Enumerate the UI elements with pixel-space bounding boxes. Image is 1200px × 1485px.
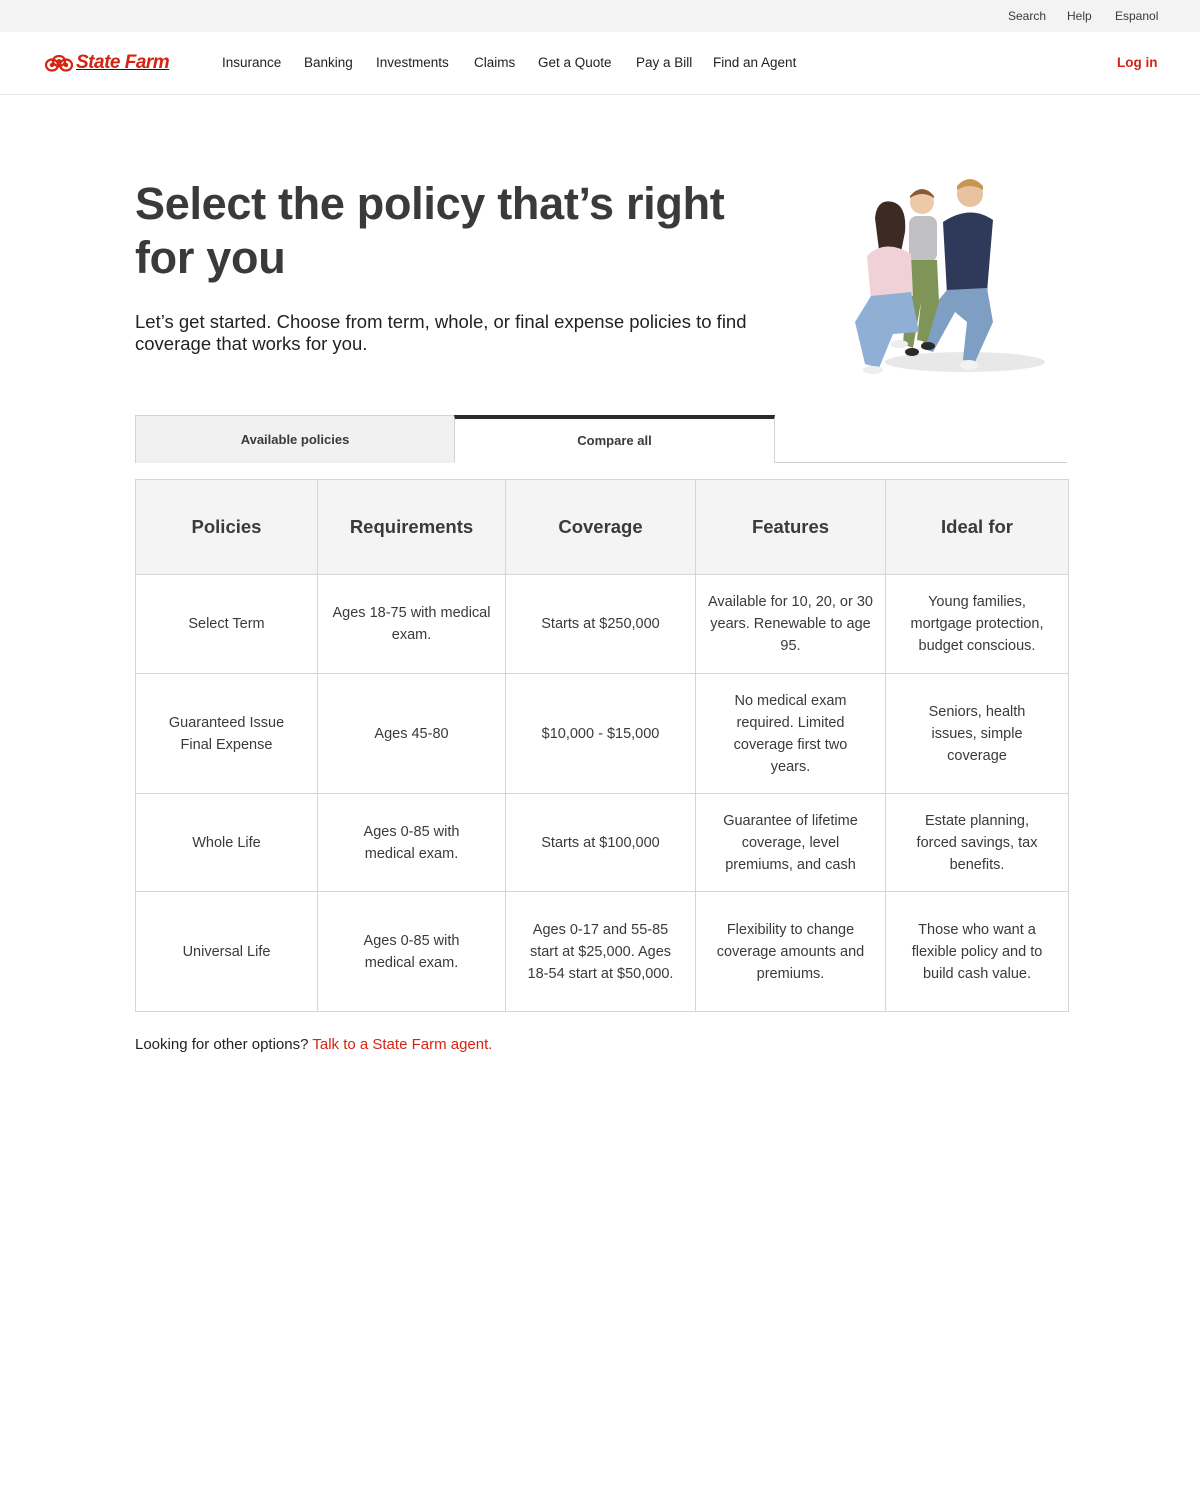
header-ideal-for: Ideal for: [886, 480, 1069, 575]
other-options-prompt: Looking for other options?: [135, 1036, 309, 1053]
ideal-for-cell: Estate planning, forced savings, tax benefits.: [886, 794, 1069, 892]
table-row: [136, 892, 1069, 1012]
requirements-cell: Ages 45-80: [318, 674, 506, 794]
policy-name-cell: Guaranteed Issue Final Expense: [136, 674, 318, 794]
policy-name-cell: Universal Life: [136, 892, 318, 1012]
features-cell: Available for 10, 20, or 30 years. Renewable to age 95.: [696, 575, 886, 674]
header-requirements: Requirements: [318, 480, 506, 575]
requirements-cell: Ages 18-75 with medical exam.: [318, 575, 506, 674]
features-cell: No medical exam required. Limited coverage first two years.: [696, 674, 886, 794]
policy-name-cell: Select Term: [136, 575, 318, 674]
three-ovals-icon: [45, 55, 73, 72]
main-nav: [0, 32, 1200, 95]
other-options: [135, 1036, 492, 1053]
family-photo: [815, 172, 1050, 382]
header-coverage: Coverage: [506, 480, 696, 575]
table-row: [136, 794, 1069, 892]
ideal-for-cell: Seniors, health issues, simple coverage: [886, 674, 1069, 794]
nav-banking[interactable]: Banking: [304, 55, 353, 70]
nav-get-a-quote[interactable]: Get a Quote: [538, 55, 612, 70]
features-cell: Guarantee of lifetime coverage, level premiums, and cash: [696, 794, 886, 892]
nav-insurance[interactable]: Insurance: [222, 55, 282, 70]
policy-tabs: [135, 415, 1067, 463]
nav-pay-a-bill[interactable]: Pay a Bill: [636, 55, 693, 70]
table-header-row: [136, 480, 1069, 575]
coverage-cell: $10,000 - $15,000: [506, 674, 696, 794]
utility-espanol-link[interactable]: Espanol: [1115, 9, 1159, 23]
ideal-for-cell: Those who want a flexible policy and to build cash value.: [886, 892, 1069, 1012]
ideal-for-cell: Young families, mortgage protection, budget conscious.: [886, 575, 1069, 674]
login-link[interactable]: Log in: [1117, 55, 1158, 70]
coverage-cell: Starts at $250,000: [506, 575, 696, 674]
coverage-cell: Ages 0-17 and 55-85 start at $25,000. Ages 18-54 start at $50,000.: [506, 892, 696, 1012]
nav-find-an-agent[interactable]: Find an Agent: [713, 55, 797, 70]
policy-name-cell: Whole Life: [136, 794, 318, 892]
tab-compare-all[interactable]: Compare all: [454, 415, 775, 463]
requirements-cell: Ages 0-85 with medical exam.: [318, 892, 506, 1012]
header-features: Features: [696, 480, 886, 575]
nav-claims[interactable]: Claims: [474, 55, 516, 70]
utility-bar: [0, 0, 1200, 32]
logo-wordmark: State Farm: [76, 52, 170, 73]
requirements-cell: Ages 0-85 with medical exam.: [318, 794, 506, 892]
nav-investments[interactable]: Investments: [376, 55, 449, 70]
table-row: [136, 674, 1069, 794]
policy-comparison-table: [135, 479, 1069, 1012]
header-policies: Policies: [136, 480, 318, 575]
features-cell: Flexibility to change coverage amounts and premiums.: [696, 892, 886, 1012]
utility-help-link[interactable]: Help: [1067, 9, 1092, 23]
state-farm-logo[interactable]: [45, 51, 169, 75]
utility-search-link[interactable]: Search: [1008, 9, 1047, 23]
talk-to-agent-link[interactable]: Talk to a State Farm agent.: [312, 1036, 493, 1053]
page-subtitle: Let’s get started. Choose from term, whole, or final expense policies to find coverage that works for you.: [135, 311, 747, 354]
tab-available-policies[interactable]: Available policies: [135, 415, 455, 463]
table-row: [136, 575, 1069, 674]
page-title: Select the policy that’s right for you: [135, 178, 725, 283]
coverage-cell: Starts at $100,000: [506, 794, 696, 892]
